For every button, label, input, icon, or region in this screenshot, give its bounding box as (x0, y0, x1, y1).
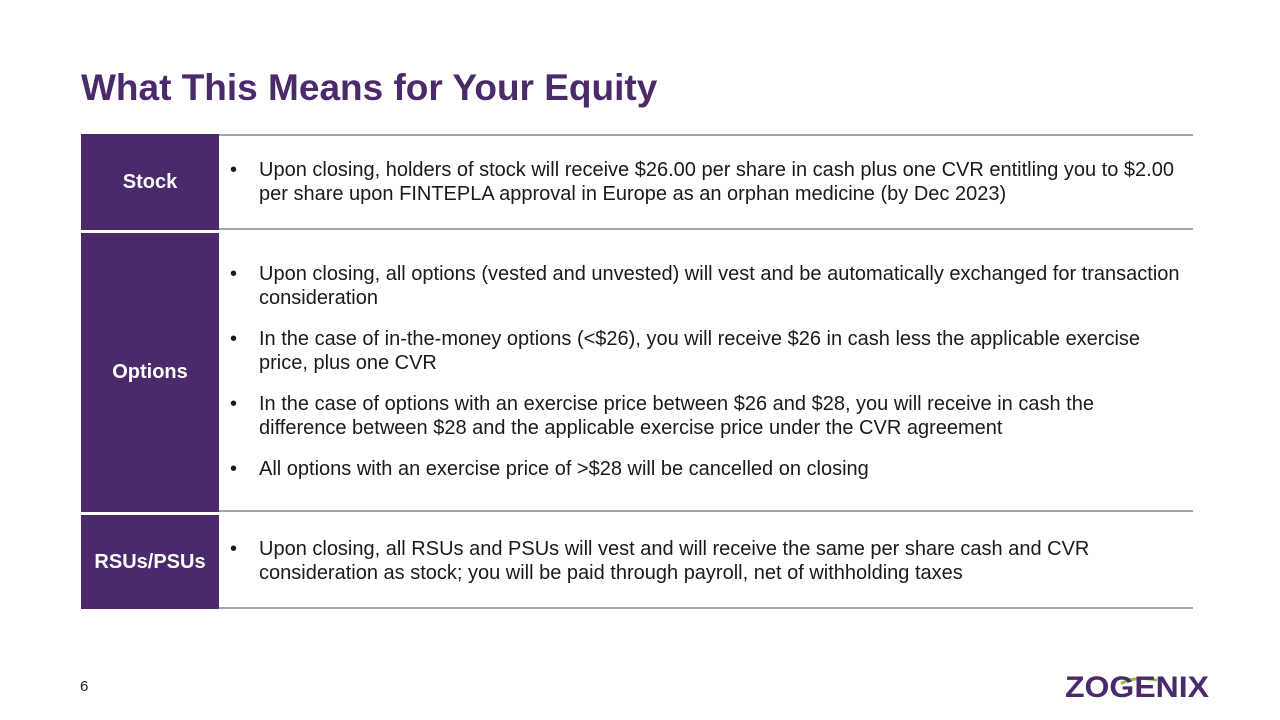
row-content-stock (219, 134, 1193, 230)
bullet-text: In the case of in-the-money options (<$26), you will receive $26 in cash less the applicable exercise price, plus one CVR (259, 328, 1141, 374)
bullet-item (229, 537, 1183, 585)
bullet-list (229, 262, 1183, 481)
bullet-icon: • (230, 159, 238, 181)
table-row-options (81, 233, 1193, 512)
bullet-item (229, 158, 1183, 206)
row-label-stock: Stock (81, 134, 219, 230)
row-label-rsus-psus: RSUs/PSUs (81, 515, 219, 609)
bullet-text: Upon closing, holders of stock will receive $26.00 per share in cash plus one CVR entitling you to $2.00 per share upon FINTEPLA approval in Europe as an orphan medicine (by Dec 2023) (259, 159, 1174, 205)
bullet-item (229, 262, 1183, 310)
bullet-text: In the case of options with an exercise price between $26 and $28, you will receive in cash the difference between $28 and the applicable exercise price under the CVR agreement (259, 393, 1094, 439)
row-content-options (219, 233, 1193, 512)
zogenix-logo-icon (1064, 668, 1210, 702)
bullet-text: Upon closing, all RSUs and PSUs will vest and will receive the same per share cash and CVR consideration as stock; you will be paid through payroll, net of withholding taxes (259, 538, 1090, 584)
bullet-text: Upon closing, all options (vested and unvested) will vest and be automatically exchanged for transaction consideration (259, 263, 1180, 309)
bullet-icon: • (230, 538, 238, 560)
bullet-item (229, 457, 1183, 481)
page-number: 6 (80, 678, 89, 695)
bullet-item (229, 392, 1183, 440)
table-row-stock (81, 134, 1193, 230)
row-label-options: Options (81, 233, 219, 512)
equity-table (81, 134, 1193, 609)
slide-title: What This Means for Your Equity (81, 67, 658, 108)
row-content-rsus-psus (219, 515, 1193, 609)
table-row-rsus-psus (81, 515, 1193, 609)
bullet-item (229, 327, 1183, 375)
bullet-icon: • (230, 263, 238, 285)
bullet-text: All options with an exercise price of >$28 will be cancelled on closing (259, 458, 869, 480)
bullet-icon: • (230, 328, 238, 350)
bullet-list (229, 537, 1183, 585)
bullet-icon: • (230, 458, 238, 480)
bullet-icon: • (230, 393, 238, 415)
logo-wordmark: ZOGENIX (1065, 671, 1209, 702)
bullet-list (229, 158, 1183, 206)
